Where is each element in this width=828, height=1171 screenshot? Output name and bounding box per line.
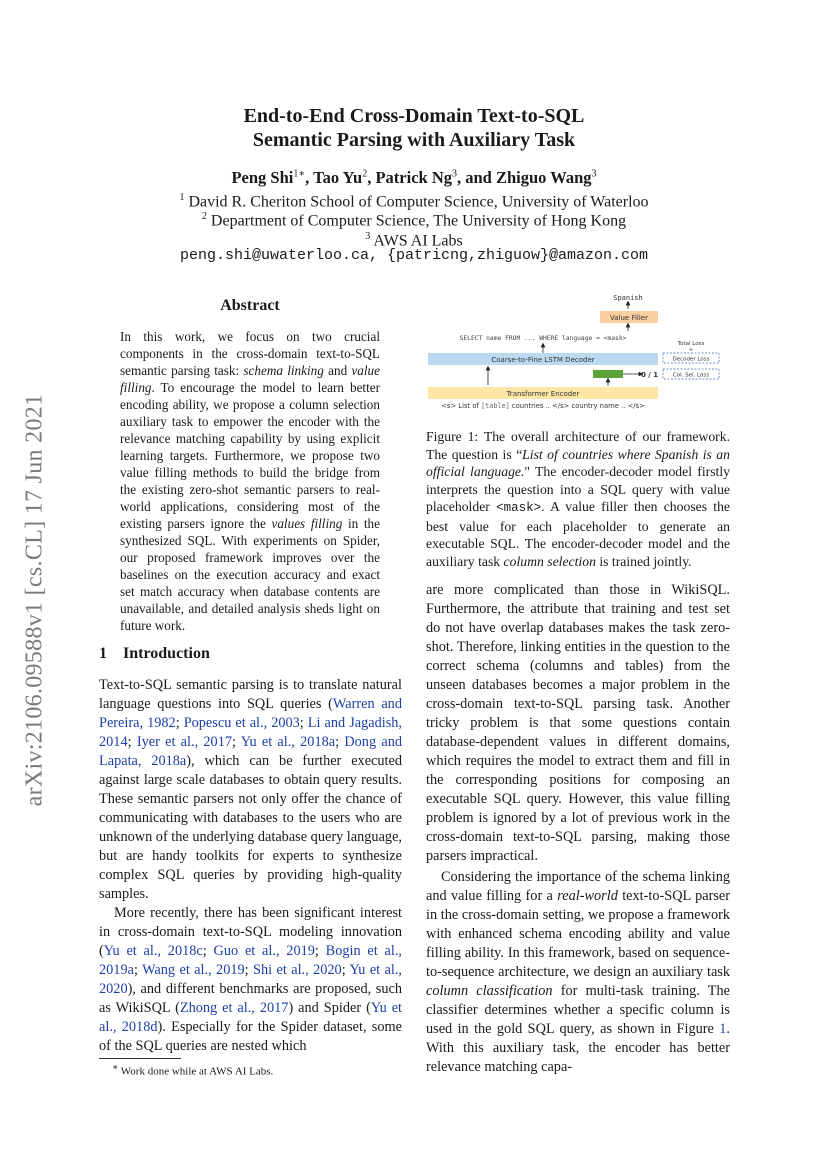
body-emphasis: column classification xyxy=(426,983,553,999)
abstract-text: In this work, we focus on two crucial components in the cross-domain text-to-SQL semantic parsing task: xyxy=(120,329,380,378)
right-paragraph-1: are more complicated than those in WikiSQL. Furthermore, the attribute that training and test set do not have overlap databases makes the task zero-shot. Therefore, linking entities in the question to the correct schema (columns and tables) from the unseen databases becomes a major problem in the cross-domain text-to-SQL parsing task. Another tricky problem is that some questions contain database-dependent values in different domains, which requires the model to extract them and fill in the corresponding positions for composing an executable SQL query. However, this value filling problem is ignored by a lot of previous work in the cross-domain text-to-SQL parsing, making those parsers impractical. xyxy=(426,582,730,864)
section-number: 1 xyxy=(99,645,107,662)
author-name: Zhiguo Wang xyxy=(495,168,592,187)
author-mark: 1∗ xyxy=(293,168,306,180)
fig-col-loss-label: Col. Sel. Loss xyxy=(672,372,710,379)
abstract-text: and xyxy=(323,363,352,378)
abstract-emphasis: schema linking xyxy=(243,363,324,378)
citation-link[interactable]: Yu et al., 2018a xyxy=(240,734,336,750)
body-text: ; xyxy=(133,962,143,978)
caption-text: The overall architecture of our framework. The question is “ xyxy=(426,429,731,462)
title-line-2: Semantic Parsing with Auxiliary Task xyxy=(252,129,576,151)
body-emphasis: real-world xyxy=(557,888,618,904)
author-name: Tao Yu xyxy=(313,168,363,187)
citation-link[interactable]: Li and Jagadish, 2014 xyxy=(99,715,403,750)
footnote-rule xyxy=(99,1058,181,1059)
body-text: ; xyxy=(335,734,345,750)
citation-link[interactable]: Yu et al., 2018c xyxy=(103,943,203,959)
caption-text: . A value filler then chooses the best value for each placeholder to generate an executable SQL. The encoder-decoder model and the auxiliary task xyxy=(426,499,730,569)
citation-link[interactable]: Shi et al., 2020 xyxy=(253,962,342,978)
author-mark: 3 xyxy=(452,168,457,180)
author-emails: peng.shi@uwaterloo.ca, {patricng,zhiguow}@amazon.com xyxy=(179,247,649,264)
body-text: text-to-SQL parser in the cross-domain setting, we propose a framework with enhanced schema encoding ability and value filling ability. In this framework, based on sequence-to-sequence architecture, we design an auxiliary task xyxy=(426,888,731,980)
citation-link[interactable]: Dong and Lapata, 2018a xyxy=(99,734,402,769)
section-title: Introduction xyxy=(123,645,210,662)
footnote xyxy=(112,1062,273,1078)
title-line-1: End-to-End Cross-Domain Text-to-SQL xyxy=(243,105,585,127)
affiliation-text: AWS AI Labs xyxy=(373,232,463,250)
body-text: for multi-task training. The classifier determines whether a specific column is used in the gold SQL query, as shown in Figure xyxy=(426,983,730,1037)
figure-caption xyxy=(426,428,730,570)
body-text: ; xyxy=(341,962,350,978)
fig-binary-output: 0 / 1 xyxy=(641,371,659,379)
right-paragraph-2 xyxy=(426,868,730,1077)
fig-encoder-label: Transformer Encoder xyxy=(506,390,580,398)
affiliation-mark: 2 xyxy=(201,211,207,222)
fig-input-text: <s> List of xyxy=(441,402,479,410)
abstract-body xyxy=(120,328,380,634)
author-mark: 3 xyxy=(591,168,597,180)
abstract-text: in the synthesized SQL. With experiments on Spider, our proposed framework improves over the baselines on the execution accuracy and exact set match accuracy when database contents are unavailable, and detailed analysis sheds light on future work. xyxy=(120,516,380,633)
footnote-text: Work done while at AWS AI Labs. xyxy=(120,1065,274,1078)
body-text: ) and Spider ( xyxy=(288,1000,371,1016)
body-text: ). Especially for the Spider dataset, some of the SQL queries are nested which xyxy=(99,1019,402,1054)
intro-column-left xyxy=(99,676,402,1056)
body-text: ; xyxy=(202,943,214,959)
body-text: Text-to-SQL semantic parsing is to translate natural language questions into SQL queries ( xyxy=(99,677,402,712)
fig-input-table-token: [table] xyxy=(481,402,510,410)
arxiv-identifier: arXiv:2106.09588v1 [cs.CL] 17 Jun 2021 xyxy=(21,393,48,807)
caption-text: is trained jointly. xyxy=(595,553,692,569)
caption-emphasis: List of countries where Spanish is an official language. xyxy=(426,446,730,479)
arxiv-stamp xyxy=(10,320,60,880)
body-text: ; xyxy=(244,962,254,978)
fig-decoder-label: Coarse-to-Fine LSTM Decoder xyxy=(491,356,595,364)
paper-title xyxy=(0,104,828,152)
abstract-emphasis: values filling xyxy=(271,516,343,531)
author-mark: 2 xyxy=(362,168,368,180)
fig-input-text: countries .. </s> country name .. </s> xyxy=(511,402,645,410)
citation-link[interactable]: Zhong et al., 2017 xyxy=(179,1000,289,1016)
citation-link[interactable]: Yu et al., 2020 xyxy=(99,962,402,997)
body-text: ; xyxy=(299,715,308,731)
affiliation-text: Department of Computer Science, The University of Hong Kong xyxy=(210,212,627,230)
fig-decoder-loss-label: Decoder Loss xyxy=(672,356,710,363)
body-text: ; xyxy=(314,943,326,959)
abstract-heading: Abstract xyxy=(220,297,280,314)
caption-label: Figure 1: xyxy=(426,429,484,444)
section-heading xyxy=(99,645,210,663)
author-list xyxy=(0,168,828,188)
citation-link[interactable]: Warren and Pereira, 1982 xyxy=(99,696,402,731)
fig-output-value: Spanish xyxy=(613,294,643,302)
citation-link[interactable]: Yu et al., 2018d xyxy=(99,1000,403,1035)
intro-paragraph-2 xyxy=(99,904,402,1056)
fig-value-filler-label: Value Filler xyxy=(610,314,648,322)
fig-sql-query: SELECT name FROM ... WHERE language = <mask> xyxy=(459,335,627,342)
citation-link[interactable]: Iyer et al., 2017 xyxy=(136,734,232,750)
fig-plus-sign: + xyxy=(688,347,694,353)
author-name: Peng Shi xyxy=(231,168,294,187)
footnote-mark: ∗ xyxy=(112,1062,119,1072)
citation-link[interactable]: Bogin et al., 2019a xyxy=(99,943,402,978)
citation-link[interactable]: Wang et al., 2019 xyxy=(142,962,245,978)
abstract-emphasis: value filling xyxy=(120,363,380,395)
body-text: More recently, there has been significant interest in cross-domain text-to-SQL modeling innovation ( xyxy=(99,905,402,959)
body-text: . With this auxiliary task, the encoder has better relevance matching capa- xyxy=(426,1021,730,1075)
author-name: Patrick Ng xyxy=(375,168,452,187)
fig-input-sequence xyxy=(441,402,645,410)
citation-link[interactable]: Popescu et al., 2003 xyxy=(183,715,300,731)
fig-classifier-block xyxy=(593,370,623,378)
author-separator: , and xyxy=(457,168,496,187)
figure-reference-link[interactable]: 1 xyxy=(719,1021,727,1037)
caption-code: <mask> xyxy=(496,501,542,515)
affiliation-text: David R. Cheriton School of Computer Science, University of Waterloo xyxy=(188,193,649,211)
intro-column-right xyxy=(426,581,730,1077)
author-separator: , xyxy=(305,168,314,187)
caption-text: " The encoder-decoder model firstly interprets the question into a SQL query with value placeholder xyxy=(426,464,730,514)
citation-link[interactable]: Guo et al., 2019 xyxy=(213,943,315,959)
caption-emphasis: column selection xyxy=(503,553,596,569)
body-text: ), and different benchmarks are proposed, such as WikiSQL ( xyxy=(99,981,402,1016)
fig-total-loss-label: Total Loss xyxy=(677,341,705,347)
affiliation-mark: 1 xyxy=(179,192,185,203)
body-text: ), which can be further executed against large scale databases to obtain query results. These semantic parsers not only offer the chance of communicating with databases to the users who are unknown of the underlying database query language, but are handy toolkits for experts to synthesize complex SQL queries by providing high-quality samples. xyxy=(99,753,402,902)
body-text: ; xyxy=(175,715,184,731)
body-text: Considering the importance of the schema linking and value filling for a xyxy=(426,869,730,904)
body-text: ; xyxy=(232,734,241,750)
architecture-figure xyxy=(428,288,730,416)
intro-paragraph-1 xyxy=(99,676,402,904)
body-text: ; xyxy=(127,734,137,750)
affiliation-mark: 3 xyxy=(365,231,371,242)
abstract-text: . To encourage the model to learn better encoding ability, we propose a column selection auxiliary task to empower the encoder with the relevance matching capability by using explicit learning targets. Furthermore, we propose two value filling methods to build the bridge from the existing zero-shot semantic parsers to real-world applications, considering most of the existing parsers ignore the xyxy=(120,380,380,531)
author-separator: , xyxy=(367,168,376,187)
